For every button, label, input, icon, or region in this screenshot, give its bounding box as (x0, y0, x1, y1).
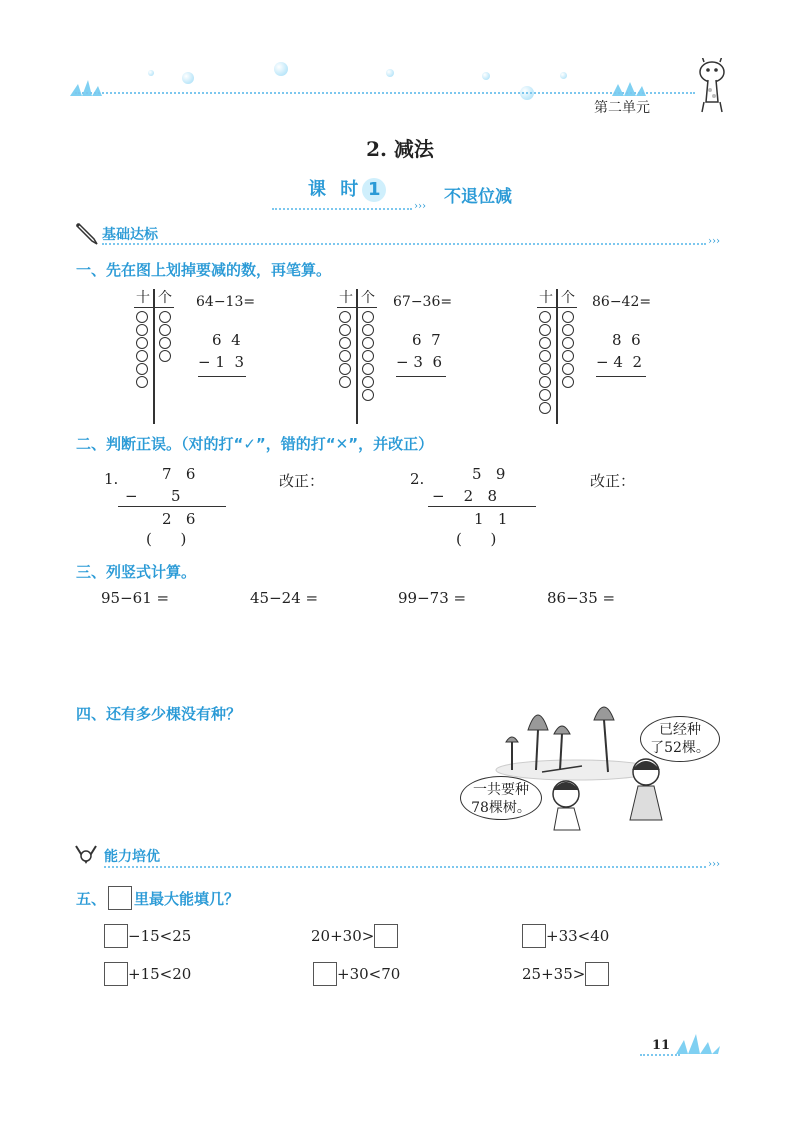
q4-title: 四、还有多少棵没有种？ (76, 705, 242, 723)
abacus-rod (556, 289, 558, 424)
bead[interactable] (136, 363, 148, 375)
abacus-line (134, 307, 174, 308)
q2-correct-label-2: 改正： (590, 472, 636, 490)
q3-item-2: 45−24 = (250, 589, 319, 607)
q1-expr-3: 86−42= (592, 294, 652, 310)
abacus-line (537, 307, 577, 308)
bead[interactable] (539, 337, 551, 349)
q1-expr-2: 67−36= (393, 294, 453, 310)
header-line (75, 92, 695, 94)
bead[interactable] (339, 324, 351, 336)
lesson-number: 1 (362, 178, 386, 202)
bead[interactable] (339, 350, 351, 362)
bead[interactable] (339, 311, 351, 323)
q1-top-3: 8 6 (612, 331, 641, 349)
bead[interactable] (362, 324, 374, 336)
q5-row2-item2: +30<70 (313, 962, 400, 986)
q2-rule-1 (118, 506, 226, 507)
bubble-icon (482, 72, 490, 80)
abacus-rod (356, 289, 358, 424)
bead[interactable] (362, 389, 374, 401)
section-advanced-line (104, 866, 706, 868)
ones-label: 个 (561, 290, 575, 306)
q5-row1-item1: −15<25 (104, 924, 191, 948)
q2-num-2: 2. (410, 470, 425, 488)
q3-item-4: 86−35 = (547, 589, 616, 607)
abacus-line (337, 307, 377, 308)
bead[interactable] (159, 350, 171, 362)
bead[interactable] (539, 311, 551, 323)
q2-num-1: 1. (104, 470, 119, 488)
bubble-icon (386, 69, 394, 77)
q2-result-2: 1 1 (474, 510, 508, 528)
answer-box[interactable] (522, 924, 546, 948)
answer-box[interactable] (104, 924, 128, 948)
section-basic-title: 基础达标 (102, 227, 158, 243)
q2-top-1: 7 6 (162, 465, 196, 483)
q5-row1-item2: 20+30> (311, 924, 398, 948)
q2-answer-paren-2[interactable]: ( ) (456, 530, 497, 548)
bead[interactable] (159, 337, 171, 349)
bead[interactable] (562, 324, 574, 336)
bubble-icon (274, 62, 288, 76)
q1-bottom-1: − 1 3 (198, 353, 244, 371)
bead[interactable] (362, 350, 374, 362)
bead[interactable] (136, 324, 148, 336)
tens-label: 十 (339, 290, 353, 306)
bead[interactable] (539, 376, 551, 388)
tens-beads (136, 311, 148, 389)
bead[interactable] (339, 337, 351, 349)
footer-dots (640, 1054, 680, 1056)
q2-bottom-1: − 5 (125, 487, 181, 505)
award-icon (72, 842, 102, 866)
tree-planting-illustration (466, 690, 726, 835)
bead[interactable] (562, 337, 574, 349)
q1-bottom-3: − 4 2 (596, 353, 642, 371)
q2-result-1: 2 6 (162, 510, 196, 528)
q1-top-2: 6 7 (412, 331, 441, 349)
lesson-subtitle: 不退位减 (444, 187, 512, 207)
bead[interactable] (539, 389, 551, 401)
bubble-icon (182, 72, 194, 84)
arrow-icon: ››› (708, 859, 720, 870)
bead[interactable] (539, 363, 551, 375)
bead[interactable] (136, 311, 148, 323)
answer-box[interactable] (585, 962, 609, 986)
giraffe-icon (690, 58, 732, 114)
q2-top-2: 5 9 (472, 465, 506, 483)
q1-top-1: 6 4 (212, 331, 241, 349)
q5-row2-item1: +15<20 (104, 962, 191, 986)
ones-beads (159, 311, 171, 363)
bead[interactable] (562, 311, 574, 323)
bead[interactable] (362, 376, 374, 388)
answer-box[interactable] (104, 962, 128, 986)
bead[interactable] (136, 350, 148, 362)
lesson-text: 课 时 (308, 179, 363, 200)
q5-title-box (108, 886, 132, 910)
q1-rule-1 (198, 376, 246, 377)
answer-box[interactable] (313, 962, 337, 986)
answer-box[interactable] (374, 924, 398, 948)
q5-row1-item3: +33<40 (522, 924, 609, 948)
q2-answer-paren-1[interactable]: ( ) (146, 530, 187, 548)
speech-bubble-total: 一共要种 78棵树。 (460, 776, 542, 820)
bead[interactable] (159, 324, 171, 336)
bead[interactable] (562, 376, 574, 388)
lesson-underline (272, 208, 412, 210)
tens-beads (339, 311, 351, 389)
tens-beads (539, 311, 551, 415)
page-number: 11 (652, 1038, 671, 1053)
q1-expr-1: 64−13= (196, 294, 256, 310)
bubble-icon (560, 72, 567, 79)
header-decoration (0, 0, 800, 120)
page-title: 2. 减法 (366, 137, 434, 161)
unit-label: 第二单元 (594, 100, 650, 116)
bead[interactable] (136, 337, 148, 349)
tens-label: 十 (539, 290, 553, 306)
bead[interactable] (539, 350, 551, 362)
q2-bottom-2: − 2 8 (432, 487, 498, 505)
bead[interactable] (362, 311, 374, 323)
bubble-icon (148, 70, 154, 76)
ones-label: 个 (361, 290, 375, 306)
bead[interactable] (159, 311, 171, 323)
grass-icon (676, 1032, 720, 1056)
abacus-3 (535, 287, 595, 427)
bead[interactable] (562, 350, 574, 362)
speech-bubble-planted: 已经种 了52棵。 (640, 716, 720, 762)
ones-beads (362, 311, 374, 402)
arrow-icon: ››› (708, 236, 720, 247)
bead[interactable] (539, 402, 551, 414)
section-basic-line (102, 243, 706, 245)
section-advanced-title: 能力培优 (104, 849, 160, 865)
q5-title: 五、 里最大能填几？ (76, 886, 239, 910)
bead[interactable] (539, 324, 551, 336)
q1-title: 一、先在图上划掉要减的数，再笔算。 (76, 261, 332, 279)
q1-rule-2 (396, 376, 446, 377)
bead[interactable] (339, 363, 351, 375)
pencil-icon (74, 221, 100, 247)
q2-rule-2 (428, 506, 536, 507)
abacus-1 (132, 287, 192, 427)
q1-rule-3 (596, 376, 646, 377)
q1-bottom-2: − 3 6 (396, 353, 442, 371)
q5-row2-item3: 25+35> (522, 962, 609, 986)
bead[interactable] (362, 337, 374, 349)
bead[interactable] (362, 363, 374, 375)
bead[interactable] (562, 363, 574, 375)
arrow-icon: ››› (414, 201, 426, 212)
q3-item-1: 95−61 = (101, 589, 170, 607)
tens-label: 十 (136, 290, 150, 306)
ones-beads (562, 311, 574, 389)
q3-title: 三、列竖式计算。 (76, 563, 197, 581)
q2-correct-label-1: 改正： (279, 472, 325, 490)
abacus-rod (153, 289, 155, 424)
bead[interactable] (339, 376, 351, 388)
lesson-label (308, 175, 386, 202)
ones-label: 个 (158, 290, 172, 306)
q3-item-3: 99−73 = (398, 589, 467, 607)
abacus-2 (335, 287, 395, 427)
bead[interactable] (136, 376, 148, 388)
q2-title: 二、判断正误。（对的打“✓”，错的打“✕”，并改正） (76, 435, 434, 453)
grass-icon (0, 0, 800, 120)
